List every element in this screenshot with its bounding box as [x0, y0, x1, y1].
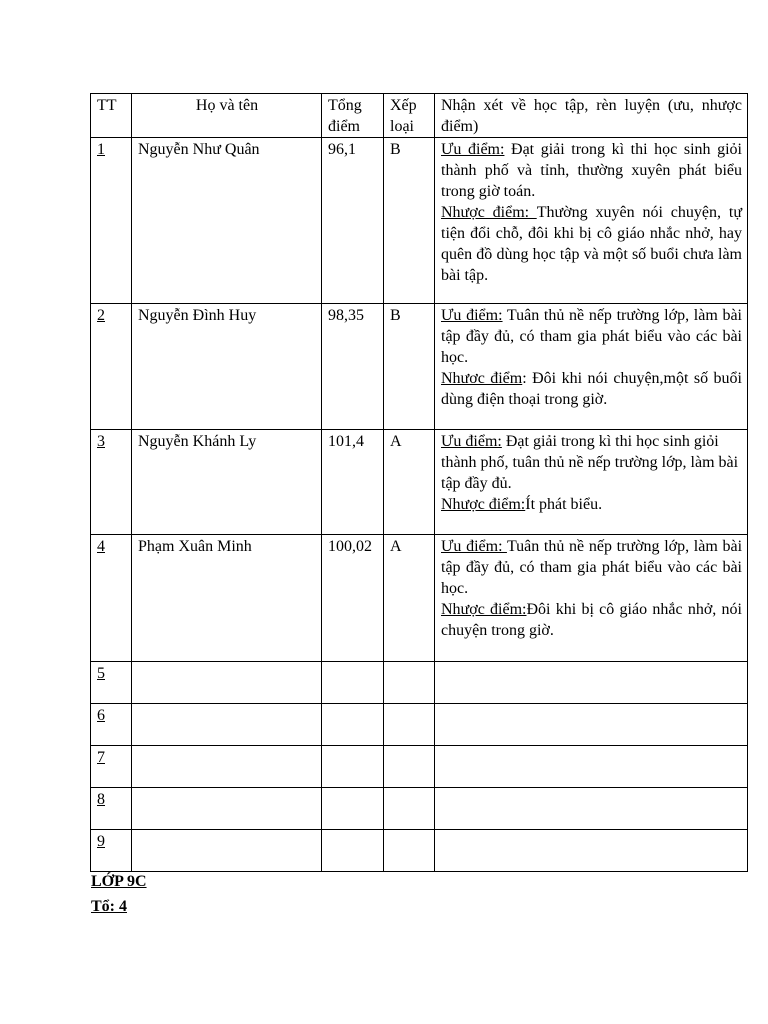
pros-label: Ưu điểm:: [441, 141, 505, 158]
comment-cell: [435, 788, 748, 830]
student-evaluation-table: [90, 93, 748, 872]
student-name: Phạm Xuân Minh: [132, 535, 322, 662]
table-row: [91, 704, 748, 746]
pros-text: [441, 536, 742, 599]
table-row: [91, 788, 748, 830]
total-score: 96,1: [322, 138, 384, 304]
total-score: [322, 746, 384, 788]
cons-content: Thường xuyên nói chuyện, tự tiện đổi chỗ, đôi khi bị cô giáo nhắc nhở, hay quên đồ dùng học tập và một số buổi chưa làm bài tập.: [441, 204, 742, 284]
pros-content: Đạt giải trong kì thi học sinh giỏi thành phố và tỉnh, thường xuyên phát biểu trong giờ toán.: [441, 141, 742, 200]
total-score: 101,4: [322, 430, 384, 535]
table-row: [91, 830, 748, 872]
student-name: [132, 704, 322, 746]
student-name: Nguyễn Khánh Ly: [132, 430, 322, 535]
comment-cell: [435, 304, 748, 430]
comment-cell: [435, 138, 748, 304]
cons-label: Nhược điểm:: [441, 601, 527, 618]
pros-text: [441, 431, 742, 494]
header-rank-line1: Xếp: [390, 97, 417, 114]
rank: [384, 704, 435, 746]
header-rank: [384, 94, 435, 138]
cons-label: Nhược điểm:: [441, 496, 526, 513]
header-score: [322, 94, 384, 138]
group-label: Tổ: 4: [91, 898, 127, 915]
row-number: 1: [97, 141, 105, 158]
cons-label: Nhươc điểm: [441, 370, 523, 387]
table-row: [91, 138, 748, 304]
pros-content: Đạt giải trong kì thi học sinh giỏi thành phố, tuân thủ nề nếp trường lớp, làm bài tập đầy đủ.: [441, 433, 739, 492]
comment-cell: [435, 430, 748, 535]
header-name: Họ và tên: [132, 94, 322, 138]
header-score-line2: điểm: [328, 118, 360, 135]
cons-text: [441, 202, 742, 286]
row-number: 5: [97, 665, 105, 682]
total-score: [322, 662, 384, 704]
table-row: [91, 304, 748, 430]
rank: B: [384, 138, 435, 304]
pros-label: Ưu điểm:: [441, 538, 507, 555]
rank: A: [384, 430, 435, 535]
header-row: [91, 94, 748, 138]
comment-cell: [435, 704, 748, 746]
cons-text: [441, 599, 742, 641]
row-number: 3: [97, 433, 105, 450]
row-number: 7: [97, 749, 105, 766]
total-score: [322, 830, 384, 872]
pros-text: [441, 305, 742, 368]
comment-cell: [435, 535, 748, 662]
header-comment: Nhận xét về học tập, rèn luyện (ưu, nhược điểm): [435, 94, 748, 138]
student-name: [132, 788, 322, 830]
student-name: Nguyễn Đình Huy: [132, 304, 322, 430]
total-score: [322, 704, 384, 746]
pros-content: Tuân thủ nề nếp trường lớp, làm bài tập đầy đủ, có tham gia phát biểu vào các bài học.: [441, 538, 743, 597]
row-number: 6: [97, 707, 105, 724]
cons-content: : Đôi khi nói chuyện,một số buổi dùng điện thoại trong giờ.: [441, 370, 743, 408]
rank: A: [384, 535, 435, 662]
pros-label: Ưu điểm:: [441, 307, 503, 324]
rank: [384, 788, 435, 830]
header-tt: TT: [91, 94, 132, 138]
table-row: [91, 746, 748, 788]
header-score-line1: Tổng: [328, 97, 362, 114]
pros-content: Tuân thủ nề nếp trường lớp, làm bài tập đầy đủ, có tham gia phát biểu vào các bài học.: [441, 307, 742, 366]
cons-text: [441, 368, 742, 410]
cons-content: Ít phát biểu.: [525, 496, 603, 513]
table-row: [91, 535, 748, 662]
rank: [384, 662, 435, 704]
cons-label: Nhược điểm:: [441, 204, 537, 221]
total-score: 98,35: [322, 304, 384, 430]
header-rank-line2: loại: [390, 118, 414, 135]
row-number: 8: [97, 791, 105, 808]
pros-text: [441, 139, 742, 202]
comment-cell: [435, 662, 748, 704]
rank: B: [384, 304, 435, 430]
student-name: Nguyễn Như Quân: [132, 138, 322, 304]
student-name: [132, 662, 322, 704]
pros-label: Ưu điểm:: [441, 433, 502, 450]
student-name: [132, 830, 322, 872]
total-score: [322, 788, 384, 830]
total-score: 100,02: [322, 535, 384, 662]
rank: [384, 830, 435, 872]
cons-content: Đôi khi bị cô giáo nhắc nhở, nói chuyện trong giờ.: [441, 601, 742, 639]
table-row: [91, 662, 748, 704]
row-number: 2: [97, 307, 105, 324]
comment-cell: [435, 830, 748, 872]
row-number: 9: [97, 833, 105, 850]
table-row: [91, 430, 748, 535]
row-number: 4: [97, 538, 105, 555]
rank: [384, 746, 435, 788]
student-name: [132, 746, 322, 788]
cons-text: [441, 494, 742, 515]
class-label: LỚP 9C: [91, 873, 147, 890]
comment-cell: [435, 746, 748, 788]
